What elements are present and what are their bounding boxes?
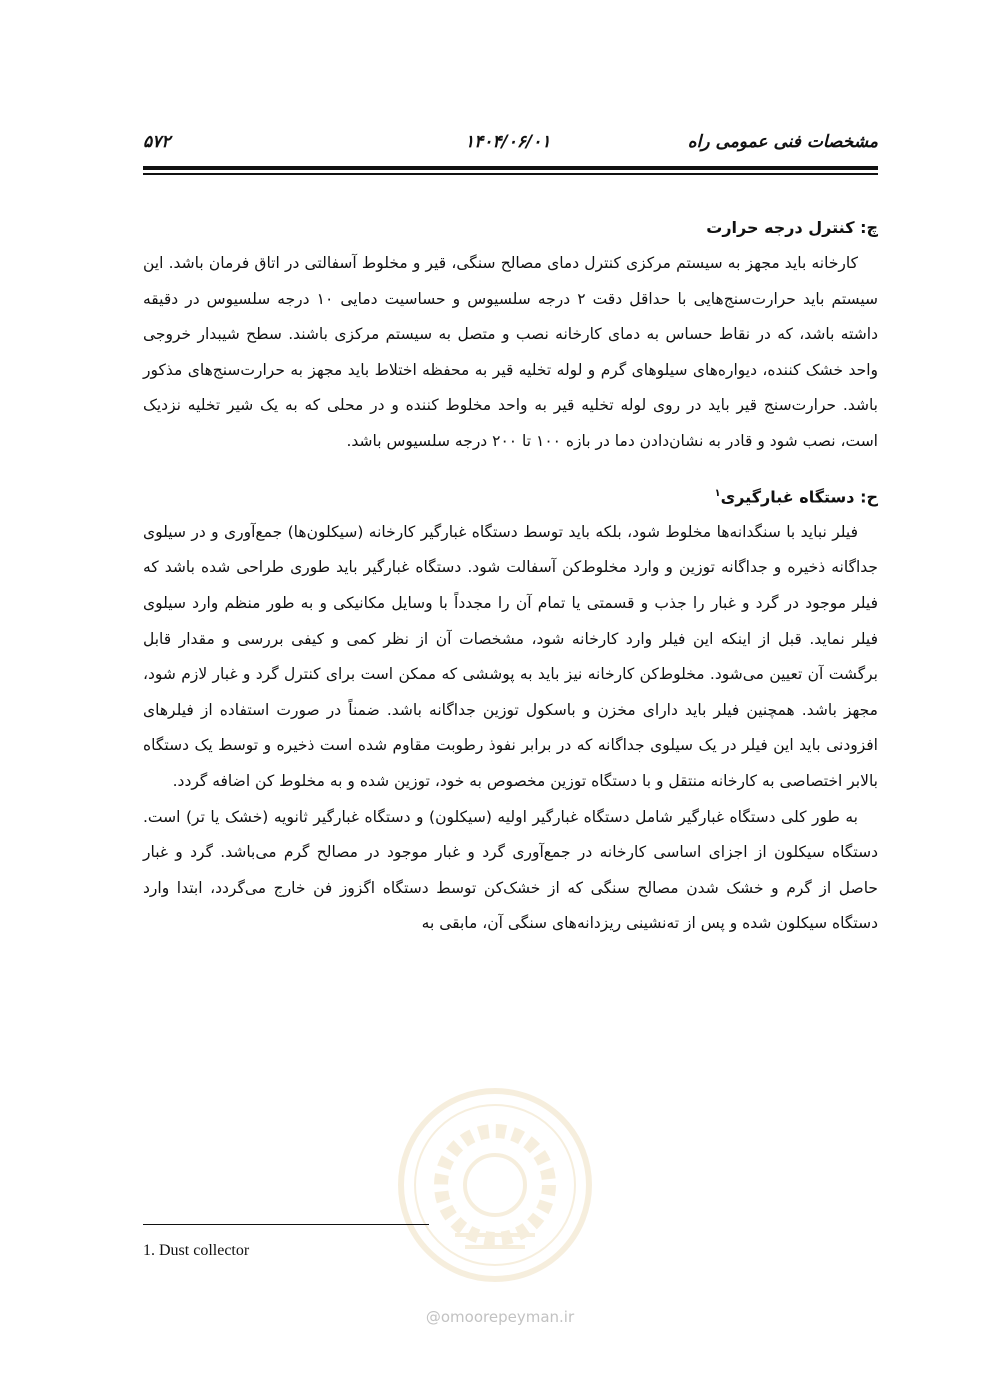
page-header (143, 128, 878, 158)
paragraph-temperature-control: کارخانه باید مجهز به سیستم مرکزی کنترل دمای مصالح سنگی، قیر و مخلوط آسفالتی در اتاق فرمان باشد. این سیستم باید حرارت‌سنج‌هایی با حداقل دقت ۲ درجه سلسیوس و حساسیت دمایی ۱۰ درجه سلسیوس در دقیقه داشته باشد، که در نقاط حساس به دمای کارخانه نصب و متصل به سیستم مرکزی باشند. سطح شیبدار خروجی واحد خشک کننده، دیواره‌های سیلوهای گرم و لوله تخلیه قیر به محفظه اختلاط باید مجهز به حرارت‌سنج‌های مذکور باشد. حرارت‌سنج قیر باید در روی لوله تخلیه قیر به واحد مخلوط کننده و در محلی که به یک شیر تخلیه نزدیک است، نصب شود و قادر به نشان‌دادن دما در بازه ۱۰۰ تا ۲۰۰ درجه سلسیوس باشد. (143, 254, 878, 450)
section-heading-temperature: چ: کنترل درجه حرارت (706, 218, 878, 237)
watermark-url: @omoorepeyman.ir (425, 1308, 575, 1326)
paragraph-dust-collector-overview: به طور کلی دستگاه غبارگیر شامل دستگاه غبارگیر اولیه (سیکلون) و دستگاه غبارگیر ثانویه (خشک یا تر) است. دستگاه سیکلون از اجزای اساسی کارخانه در جمع‌آوری گرد و غبار موجود در مصالح گرم می‌باشد. گرد و غبار حاصل از گرم و خشک شدن مصالح سنگی که از خشک‌کن توسط دستگاه اگزوز فن خارج می‌گردد، ابتدا وارد دستگاه سیکلون شده و پس از ته‌نشینی ریزدانه‌های سنگی آن، مابقی به (143, 807, 878, 933)
footnote: 1. Dust collector (143, 1242, 250, 1259)
page-number: ۵۷۲ (143, 132, 171, 152)
header-date: ۱۴۰۴/۰۶/۰۱ (465, 132, 551, 152)
paragraph-filler: فیلر نباید با سنگدانه‌ها مخلوط شود، بلکه باید توسط دستگاه غبارگیر کارخانه (سیکلون‌ها) جمع‌آوری و در سیلوی جداگانه ذخیره و جداگانه توزین و وارد مخلوط‌کن آسفالت شود. دستگاه غبارگیر باید طوری طراحی شده باشد که فیلر موجود در گرد و غبار را جذب و قسمتی یا تمام آن را مجدداً با وسایل مکانیکی و به طور منظم وارد سیلوی فیلر نماید. قبل از اینکه این فیلر وارد کارخانه شود، مشخصات آن از نظر کمی و کیفی بررسی و مقدار قابل برگشت آن تعیین می‌شود. مخلوط‌کن کارخانه نیز باید به پوششی که ممکن است برای کنترل گرد و غبار لازم شود، مجهز باشد. همچنین فیلر باید دارای مخزن و باسکول توزین جداگانه باشد. ضمناً در صورت استفاده از فیلرهای افزودنی باید این فیلر در یک سیلوی جداگانه که در برابر نفوذ رطوبت مقاوم شده است ذخیره و توسط یک دستگاه بالابر اختصاصی به کارخانه منتقل و با دستگاه توزین مخصوص به خود، توزین شده و به مخلوط کن اضافه گردد. (143, 522, 878, 791)
page-body (143, 210, 878, 942)
header-title: مشخصات فنی عمومی راه (687, 132, 878, 152)
footnote-reference-mark: ۱ (714, 487, 721, 499)
footnote-separator (143, 1224, 429, 1225)
section-heading-dust-collector (143, 476, 878, 515)
omoorepeyman-seal-icon (395, 1085, 595, 1285)
header-rule-thick (143, 166, 878, 170)
section-heading-dust-collector-text: ح: دستگاه غبارگیری (720, 486, 878, 506)
header-rule-thin (143, 173, 878, 175)
